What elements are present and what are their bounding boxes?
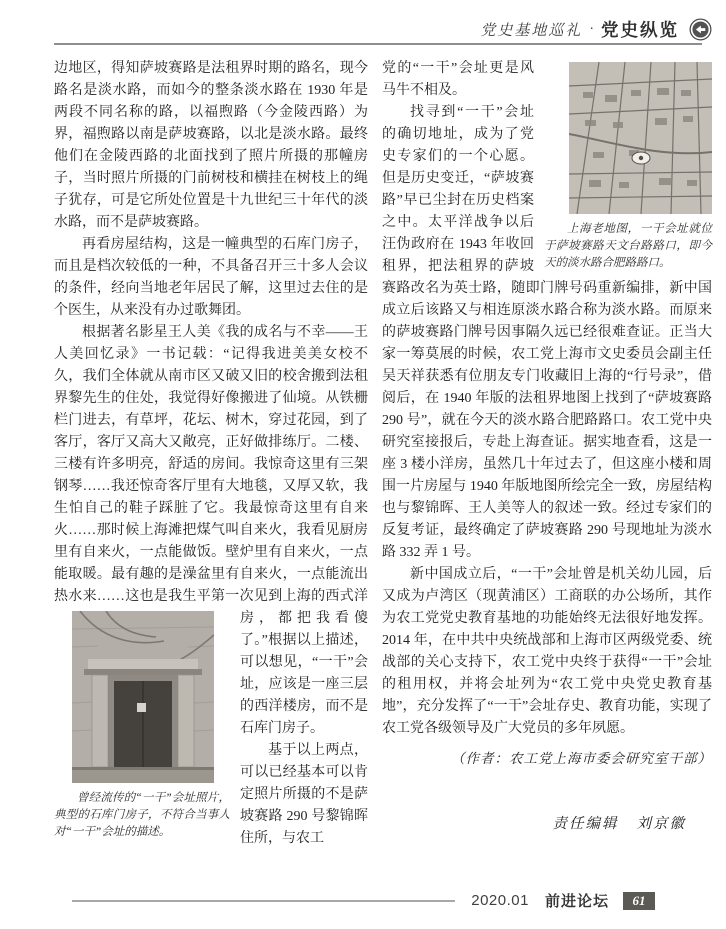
paragraph: 找寻到“一干”会址的确切地址，成为了党史专家们的一个心愿。但是历史变迁，“萨坡赛路”早已尘封在历史档案之中。太平洋战争以后汪伪政府在 1943 年收回租界，把法租界的萨坡赛路改名为英士路，随即门牌号码重新编排，新中国成立后该路又与相连原淡水路合称为淡水路。而原来的萨坡赛路门牌号因事隔久远已经很难查证。正当大家一筹莫展的时候，农工党上海市文史委员会副主任吴天祥获悉有位朋友专门收藏旧上海的“行号录”，借阅后，在 1940 年版的法租界地图上找到了“萨坡赛路 290 号”，就在今天的淡水路合肥路路口。农工党中央研究室接报后，专赴上海查证。据实地查看，这是一座 3 楼小洋房，虽然几十年过去了，但这座小楼和周围一片房屋与 1940 年版地图所绘完全一致，房屋结构也与黎锦晖、王人美等人的叙述一致。经过专家们的反复考证，最终确定了萨坡赛路 290 号现地址为淡水路 332 弄 1 号。 (382, 105, 712, 560)
footer-journal-title: 前进论坛 (544, 893, 609, 910)
editor-line (382, 812, 712, 833)
header-separator: · (589, 21, 594, 37)
paragraph (382, 58, 712, 269)
paragraph: 新中国成立后，“一干”会址曾是机关幼儿园，后又成为卢湾区（现黄浦区）工商联的办公场所，其作为农工党党史教育基地的功能始终无法很好地发挥。2014 年，在中共中央统战部和上海市区两级党委、统战部的关心支持下，农工党中央终于获得“一干”会址的租用权，并将会址列为“农工党中央党史教育基地”，充分发挥了“一干”会址存史、教育功能，实现了农工党各级领导及广大党员的多年夙愿。 (382, 567, 712, 736)
paragraph-text: 根据著名影星王人美《我的成名与不幸——王人美回忆录》一书记载：“记得我进美美女校不久，我们全体就从南市区又破又旧的校舍搬到法租界黎先生的住处，我觉得好像搬进了仙境。从铁栅栏门进去，有草坪，花坛、树木，穿过花园，到了客厅，客厅又高大又敞亮，正好做排练厅。二楼、三楼有许多明亮，舒适的房间。我惊奇这里有三架钢琴……我还惊奇客厅里有大地毯，又厚又软，我生怕自己的鞋子踩脏了它。我最惊奇这里有自来火……那时候上海滩把煤气叫自来火，我看见厨房里有自来火，一点能做饭。壁炉里有自来火，一点能取暖。最有趣的是澡盆里有自来火，一点能流出热水来……这也是我生平第一次 (54, 325, 368, 604)
old-shanghai-map-photo (569, 62, 712, 214)
page-number-badge: 61 (623, 892, 655, 910)
page-footer (72, 890, 655, 911)
paragraph: 边地区，得知萨坡赛路是法租界时期的路名，现今路名是淡水路，而如今的整条淡水路在 1930 年是两段不同名称的路，以福煦路（今金陵西路）为界，福煦路以南是萨坡赛路，以北是淡水路。最终他们在金陵西路的北面找到了照片所摄的那幢房子，当时照片所摄的门前树枝和横挂在树枝上的绳子犹存，可是它所处位置是十九世纪三十年代的淡水路，而不是萨坡赛路。 (54, 61, 368, 230)
map-figure (544, 62, 712, 272)
footer-issue: 2020.01 (471, 892, 529, 909)
map-caption: 上海老地图，一干会址就位于萨坡赛路天文台路路口，即今天的淡水路合肥路路口。 (544, 223, 712, 269)
page-header (480, 17, 712, 42)
footer-rule (72, 900, 455, 902)
editor-name: 刘京徽 (636, 816, 686, 832)
article-body (54, 58, 712, 850)
header-section-label: 党史基地巡礼 (480, 23, 583, 39)
author-line: （作者：农工党上海市委会研究室干部） (451, 751, 712, 766)
paragraph-text: 党的“一干”会址更是风马牛不相及。 (382, 61, 534, 98)
door-photo-caption: 曾经流传的“一干”会址照片，典型的石库门房子，不符合当事人对“一干”会址的描述。 (54, 792, 230, 838)
header-rule (54, 43, 702, 45)
header-title: 党史纵览 (601, 20, 679, 40)
left-column (54, 58, 368, 850)
door-photo-figure (54, 611, 230, 841)
paragraph: 基于以上两点，可以已经基本可以肯定照片所摄的不是萨坡赛路 290 号黎锦晖住所，与农工 (240, 743, 368, 846)
paragraph: 再看房屋结构，这是一幢典型的石库门房子，而且是档次较低的一种，不具备召开三十多人会议的条件，经向当地老年居民了解，这里过去住的是个医生，从来没有办过歌舞团。 (54, 237, 368, 318)
stone-gate-photo (72, 611, 214, 783)
paragraph-text: 见到上海的西式洋房，都把我看傻了。”根据以上描述，可以想见，“一干”会址，应该是一座三层的西洋楼房，而不是石库门房子。 (240, 589, 369, 736)
editor-label: 责任编辑 (552, 816, 619, 832)
right-column (382, 58, 712, 850)
circle-left-arrow-icon (689, 18, 712, 41)
